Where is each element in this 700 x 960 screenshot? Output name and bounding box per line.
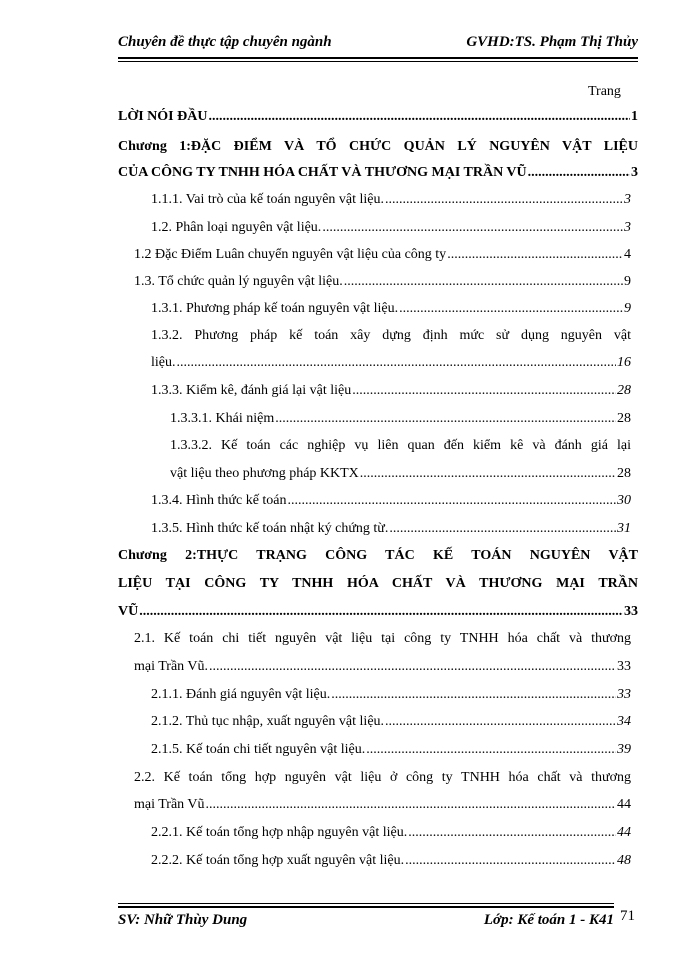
toc-entry: 2.1.1. Đánh giá nguyên vật liệu. ..... 33 xyxy=(151,684,631,706)
toc-entry: 2.1.2. Thủ tục nhập, xuất nguyên vật liệu. ..... 34 xyxy=(151,711,631,733)
toc-entry: CỦA CÔNG TY TNHH HÓA CHẤT VÀ THƯƠNG MẠI TRẦN VŨ ..... 3 xyxy=(118,162,638,184)
toc-entry: Chương 1:ĐẶC ĐIỂM VÀ TỔ CHỨC QUẢN LÝ NGUYÊN VẬT LIỆU xyxy=(118,139,638,154)
toc-entry: liệu. ..... 16 xyxy=(151,352,631,374)
toc-entry: 1.3.1. Phương pháp kế toán nguyên vật liệu. ..... 9 xyxy=(151,298,631,320)
page-column-label: Trang xyxy=(588,84,621,99)
toc-entry: 2.2.1. Kế toán tổng hợp nhập nguyên vật liệu. ..... 44 xyxy=(151,822,631,844)
toc-entry: 2.1. Kế toán chi tiết nguyên vật liệu tại công ty TNHH hóa chất và thương xyxy=(134,631,631,646)
toc-entry: Chương 2:THỰC TRẠNG CÔNG TÁC KẾ TOÁN NGUYÊN VẬT xyxy=(118,548,638,563)
toc-entry: mại Trần Vũ ..... 44 xyxy=(134,794,631,816)
toc-entry: 1.3.4. Hình thức kế toán ..... 30 xyxy=(151,490,631,512)
toc-entry: 1.3.2. Phương pháp kế toán xây dựng định mức sử dụng nguyên vật xyxy=(151,328,631,343)
toc-entry: 1.3. Tổ chức quản lý nguyên vật liệu. ..... 9 xyxy=(134,271,631,293)
page-footer xyxy=(118,910,614,932)
toc-entry: vật liệu theo phương pháp KKTX ..... 28 xyxy=(170,463,631,485)
footer-class: Lớp: Kế toán 1 - K41 xyxy=(483,912,614,928)
footer-rule xyxy=(118,906,614,908)
header-supervisor: GVHD:TS. Phạm Thị Thủy xyxy=(466,34,638,50)
toc-entry: LIỆU TẠI CÔNG TY TNHH HÓA CHẤT VÀ THƯƠNG MẠI TRẦN xyxy=(118,576,638,591)
toc-entry: LỜI NÓI ĐẦU ..... 1 xyxy=(118,106,638,128)
toc-entry: 2.2.2. Kế toán tổng hợp xuất nguyên vật liệu. ..... 48 xyxy=(151,850,631,872)
header-left-title: Chuyên đề thực tập chuyên ngành xyxy=(118,34,332,50)
toc-entry: 2.2. Kế toán tổng hợp nguyên vật liệu ở công ty TNHH hóa chất và thương xyxy=(134,770,631,785)
footer-student: SV: Nhữ Thùy Dung xyxy=(118,912,248,928)
page-number: 71 xyxy=(620,908,635,924)
toc-entry: VŨ ..... 33 xyxy=(118,601,638,623)
toc-entry: 1.1.1. Vai trò của kế toán nguyên vật liệu. ..... 3 xyxy=(151,189,631,211)
toc-entry: mại Trần Vũ. ..... 33 xyxy=(134,656,631,678)
toc-entry: 1.2. Phân loại nguyên vật liệu. ..... 3 xyxy=(151,217,631,239)
toc-entry: 1.2 Đặc Điểm Luân chuyển nguyên vật liệu của công ty ..... 4 xyxy=(134,244,631,266)
toc-entry: 1.3.3. Kiểm kê, đánh giá lại vật liệu ..... 28 xyxy=(151,380,631,402)
toc-entry: 1.3.3.2. Kế toán các nghiệp vụ liên quan đến kiểm kê và đánh giá lại xyxy=(170,438,631,453)
toc-entry: 1.3.3.1. Khái niệm ..... 28 xyxy=(170,408,631,430)
toc-entry: 1.3.5. Hình thức kế toán nhật ký chứng từ. ..... 31 xyxy=(151,518,631,540)
footer-rule-thin xyxy=(118,903,614,904)
toc-entry: 2.1.5. Kế toán chi tiết nguyên vật liệu. ..... 39 xyxy=(151,739,631,761)
